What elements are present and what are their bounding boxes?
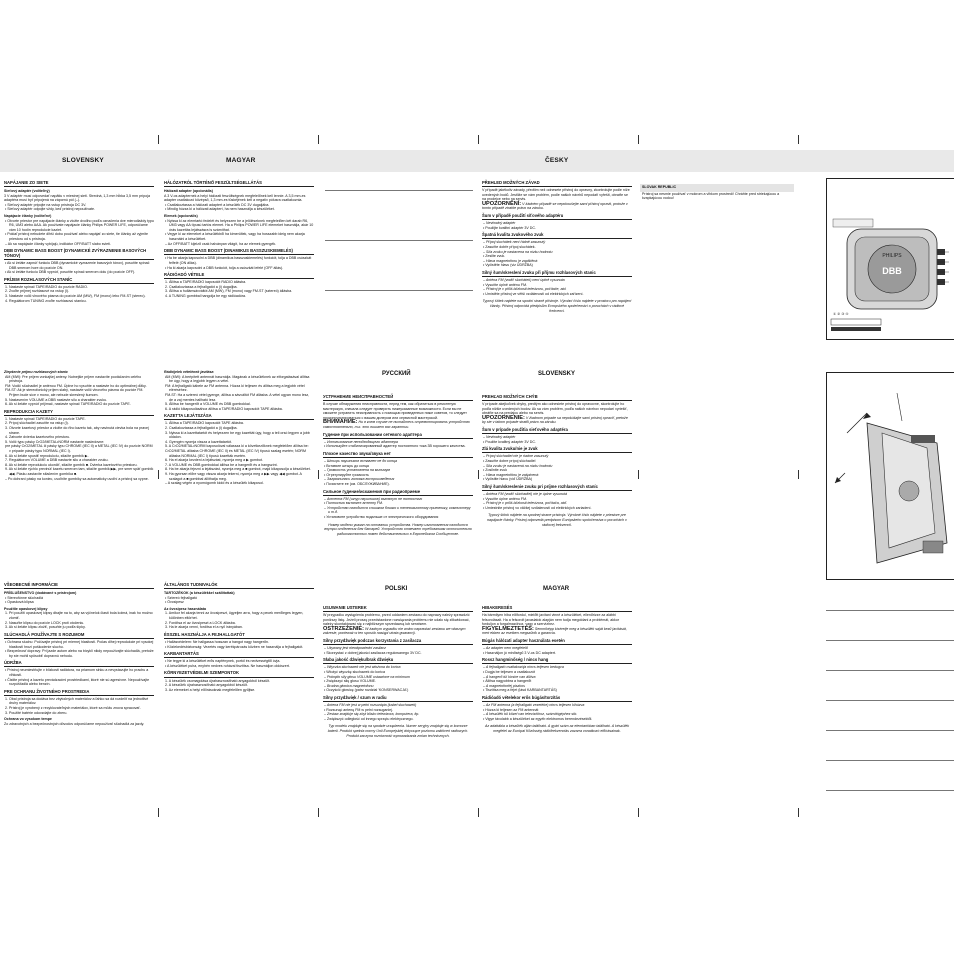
list-item: • Vyčistěte hlavu (viz ÚDRŽBA) — [483, 263, 533, 268]
warning-text: V žádném případě se nepokoušejte sami přístroj opravit, protože v tomto případě ztratíte právo na záruku. — [482, 201, 628, 211]
list-item: – Wtyczka słuchawek nie jest włożona do końca — [324, 665, 401, 670]
list-item: 7. A VOLUME és DBB gombokkal állítsa be a hangerőt és a hangszínt. — [165, 462, 278, 467]
list-item: • Húzza ki teljesen az FM antennát — [483, 707, 539, 712]
list-item: 3. Nyissa ki a kazettatartót és helyezzen be egy kazettát úgy, hogy a teli orsó legyen a jobb oldalon. — [165, 430, 310, 440]
blank-rule — [826, 730, 954, 731]
list-item: – Zwiększyć odległość od innego sprzętu elektrycznego. — [324, 716, 414, 721]
subsection-title: Ochrana vo vysokom tempe — [4, 717, 52, 722]
subsection-title: Sieťový adaptér (voliteľný) — [4, 189, 50, 194]
list-item: • Vysuňte úplně anténu FM. — [483, 282, 528, 287]
list-item: – Устройство находится слишком близко к телевизионному приемнику, компьютеру и т.д. — [324, 505, 471, 515]
section-title: SLOVAK REPUBLIC — [642, 185, 677, 189]
note: Typ modelu znajduje się na spodzie urządzenia. Numer seryjny znajduje się w komorze baterii. Produkt spełnia normy Unii Europejskiej dotyczące poziomu zakłóceń radiowych. Produkt zaczyna rozrówność wprowadzania zmian technicznych. — [327, 724, 469, 738]
list-item: • Vysuňte úplne anténu FM. — [483, 496, 528, 501]
section-title: KAZETTA LEJÁTSZÁSA — [164, 414, 314, 420]
list-item: CrO2/METAL állásba CHROME (IEC II) és METAL (IEC IV) típusú szalag esetén; NORM állásba NORMAL (IEC I) típusú kazetták esetén. — [165, 449, 306, 458]
list-item: • Zosilnite zvuk — [483, 468, 508, 473]
section-title: Špatná kvalita zvukového zvuk — [482, 233, 632, 239]
list-item: – Ak sa napájacie články vybíjajú, indikátor OFF/BATT slabo svieti. — [5, 241, 111, 246]
note: Номер модели указан на основании устройства. Номер изготовления находится внутри отделения для батарей. Устройство отвечает требованиям относительно радиочастотных помех действительных в Европейском Сообществе. — [324, 522, 472, 536]
fold-mark — [638, 808, 639, 817]
section-title: HIBAKERESÉS — [482, 606, 632, 612]
section-title: Zlá kvalita zvuku/nie je zvuk — [482, 447, 632, 453]
belt-clip-illustration — [827, 373, 954, 579]
list-item: • Hallásvédelem: Ne hallgassa hosszan a hangot nagy hangerőn. — [165, 639, 269, 644]
list-item: 4. A TUNING gombbal hangolja be egy rádióadóra. — [165, 293, 247, 298]
list-item: • Вставьте штырь до конца — [324, 463, 369, 468]
blank-rule — [325, 290, 473, 291]
list-item: 6. Ha el akarja kezdeni a lejátszást, nyomja meg a ▶ gombot. — [165, 458, 263, 463]
section-title: Сильное гудение/искажения при радиоприеме — [323, 490, 473, 496]
list-item: • Zasuňte dobře přípoj sluchátek. — [483, 245, 536, 250]
list-item: AM (MW): A beépített antennát használja. Magának a készüléknek az elforgatásával állítsa be úgy, hogy a legjobb legyen a vétel. — [165, 374, 310, 384]
column-russian — [323, 392, 473, 536]
section-title: KARBANTARTÁS — [164, 652, 314, 658]
header-polski: POLSKI — [385, 586, 408, 592]
list-item: • Pokiaľ prístroj nebudete dlhší dobu používať alebo napájať zo siete, tie články až vyjmite priestoru od s prístroja. — [5, 232, 149, 242]
warning-label: FIGYELMEZTETÉS: — [482, 625, 534, 632]
list-item: • Csatlakoztassa a hálózati adaptert a készülék DC 3V dugaljába. — [165, 202, 270, 207]
section-title: Słaba jakość dźwięku/brak dźwięku — [323, 658, 473, 664]
list-item: – Громкость установлена на минимум — [324, 468, 391, 473]
list-item: • Zwiększyć siłę głosu VOLUME. — [324, 679, 376, 684]
warning-label: UPOZORNĚNÍ: — [482, 200, 522, 207]
blank-rule — [826, 760, 954, 761]
list-item: 4. Regulátorom TUNING zvoľte rozhlasovú stanicu. — [5, 298, 87, 303]
list-item: • Skorzystać z dobrej jakości zasilacza regulowanego 3V DC. — [324, 650, 422, 655]
list-item: 1. Nastavte spínač TAPE/RADIO do pozície RADIO. — [5, 284, 88, 289]
list-item: 8. Ha be akarja fejezni a lejátszást, nyomja meg a ■ gombot, majd kikapcsolja a készüléket. — [165, 467, 311, 472]
list-item: 2. Nasuňte klipsu do pozície LOCK proti otočeniu. — [5, 620, 85, 625]
section-title: Silný šum/skreslení zvuku při příjmu rozhlasových stanic — [482, 271, 632, 277]
list-item: • Sieťový adaptér odpojte vždy, keď prístroj nepoužívate. — [5, 207, 96, 212]
list-item: • Vigye távolabb a készüléket az egyéb elektromos berendezésektől. — [483, 716, 593, 721]
column-magyar-mid — [164, 368, 314, 486]
list-item: 8. Ak si želáte reprodukciu ukončiť, stlačte gombík ■. Dvierka kazetového priestoru. — [5, 462, 138, 467]
list-item: 1. Pri použití opaskovej klipsy dbajte na to, aby sa výčnelok čiastí bola kolmá, inak ho možno zlomiť. — [5, 611, 153, 621]
section-title: Rossz hangminőség / nincs hang — [482, 658, 632, 664]
list-item: 6. A rádió kikapcsolásához állítsa a TAPE/RADIO kapcsolót TAPE állásba. — [165, 406, 283, 411]
fold-mark — [798, 808, 799, 817]
list-item: – Антенна FM (шнур наушников) вытянут не полностью — [324, 496, 423, 501]
list-item: – Nevhodný adaptér — [483, 221, 516, 226]
list-item: FM: Vodič slúchadiel je anténou FM. Úplne ho vysuňte a nastavte ho do optimálnej dĺžky. — [5, 383, 147, 388]
paragraph: A 3 V-os adapternek a helyi hálózati feszültségnek megfelelőnek kell lennie. A 3,5 mm-es adapter csatlakozó középső, 1,3 mm-es tüskéjének kell a negatív pólusra csatlakoznia. — [164, 193, 306, 203]
section-title: ÁLTALÁNOS TUDNIVALÓK — [164, 583, 314, 589]
list-item: • Nyissa ki az elemtartó fedelét és helyezzen be a jelöléseknek megfelelően két darab R6, UM3 vagy AA típusú tartós elemet. Ha a Philips POWER LIFE elemeket használja, akár 10 órás kazettás lejátszásra is számíthat. — [165, 218, 314, 232]
blank-rule — [325, 190, 473, 191]
list-item: 5. Volič typu pásky CrO2/METAL•NORM nastavte nasledovne: — [5, 439, 105, 444]
list-item: • Ak si želáte funkciu DBB vypnúť, posuňte spínač smerom dolu (do pozície OFF). — [5, 270, 136, 275]
warning-text: V žiadnom prípade sa nepokúšajte sami prístroj opraviť, pretože by ste v takom prípade stratili právo na záruku. — [482, 415, 628, 425]
header-magyar: MAGYAR — [226, 157, 256, 164]
list-item: • Dugja be teljesen a csatlakozót — [483, 670, 536, 675]
list-item: 5. A CrO2/METAL•NORM kapcsolóval válassza ki a következőknek megfelelően állítsa be: — [165, 444, 309, 449]
list-item: pre pásky CrO2/METAL či pásky typu CHROME (IEC II) a METAL (IEC IV) do pozície NORM v prípade pásky typu NORMAL (IEC I). — [5, 444, 153, 453]
list-item: • Rozsunąć antenę FM w pełni rozsuganiej. — [324, 707, 393, 712]
device-caption: ① ② ③ ④ — [833, 312, 849, 316]
fold-mark — [638, 470, 639, 479]
section-title: Búgás hálózati adapter használata esetén — [482, 639, 632, 645]
list-item: 9. Ha gyorsan előre vagy vissza akarja tekerni, nyomja meg a ▶▶ vagy ◀◀ gombot. A szalagot a ■ gombbal állíthatja meg. — [165, 471, 302, 481]
section-title: Rádióadó vételekor erős búgás/torzítás — [482, 696, 632, 702]
paragraph: Ha bármilyen hiba előfordul, mielőtt javítani vinné a készüléket, ellenőrizze az alábbi felsorolásait. Ha a felsorolt javaslatok alapján nem tudja megoldani a problémát, akkor forduljon a forgalmazóhoz, vagy a szervizhez. — [482, 613, 620, 627]
list-item: – Anténa FM (vodič slúchadiel) nie je úplne vysunutá — [483, 492, 567, 497]
device-logo: DBB — [882, 266, 902, 276]
list-item: – Загрязнилась головка воспроизведения — [324, 477, 395, 482]
header-slovensky-2: SLOVENSKY — [538, 371, 576, 377]
paragraph: В случае обнаружения неисправности, перед тем, как обратиться в ремонтную мастерскую, сначала следует проверить нижеуказанные возможности. Если вы не сможете устранить неисправность с помощью приведенных ниже советов, то следует проконсультироваться с вашим дилером или сервисной мастерской. — [323, 402, 467, 420]
list-item: • Tisztítsa meg a fejet (lásd KARBANTARTÁS) — [483, 688, 557, 693]
section-title: HÁLÓZATRÓL TÖRTÉNŐ FESZÜLTSÉGELLÁTÁS — [164, 181, 314, 187]
subsection-title: Napájacie články (voliteľné) — [4, 214, 52, 219]
list-item: 1. Obal prístroja sa dodáva bez zbytočných materiálov a ľahko sa dá rozdeliť na jednotlivé druhy materiálov. — [5, 696, 149, 706]
list-item: • Otvorte priestor pre napájacie články a vložte dvoliho podľa označenia dve mierodlaždy typu R6, UM3 alebo AAA. Ak používate napájacie články Philips POWER LIFE, odporúčame vám 10 hodín reprodukcie kaziet. — [5, 218, 154, 232]
list-item: – Hlava magnetofonu je zaplštěná — [483, 258, 538, 263]
section-title: NAPÁJANIE ZO SIETE — [4, 181, 154, 187]
list-item: – A szalag végén a nyomógomb kiold és a készülék kikapcsol. — [165, 481, 264, 486]
list-item: 6. Ak si želáte vypnúť prijímač, nastavte spínač TAPE/RADIO do pozície TAPE. — [5, 402, 131, 407]
fold-mark — [158, 808, 159, 817]
fold-mark — [318, 135, 319, 144]
subsection-title: Elemek (opcionális) — [164, 214, 198, 219]
list-item: • Sztereó fejhallgató — [165, 595, 198, 600]
list-item: 3. Nastavte volič vlnového pásma do pozície AM (MW), FM (mono) lebo FM-ST (stereo). — [5, 293, 146, 298]
column-polski — [323, 603, 473, 738]
note: Typový štítok nájdete na spodnej strane prístroja. Výrobné číslo nájdete v priestore pre napájacie články. Prístroj odpovedá predpisom Európskeho spoločenstva o poruchách v rádiovej frekvencii. — [487, 513, 627, 527]
fold-mark — [478, 808, 479, 817]
list-item: 2. Csatlakoztassa a fejhallgatót a (i) dugaljba. — [165, 284, 238, 289]
list-item: – Zestaw znajduje się zbyt blisko telewizora, komputera, itp. — [324, 712, 420, 717]
device-figure-bottom — [826, 372, 954, 580]
list-item: • Övcsipesz — [165, 600, 184, 605]
header-cesky: ČESKY — [545, 157, 569, 164]
paragraph: V prípade akejkoľvek chyby, predtým ako odnesiete prístroj do opravovne, skontrolujte ho podľa nižšie uvedených bodov. Ak sa vám problém, podľa našich návrhov nepodarí vyriešiť, obráťte sa na predajcu alebo na servis. — [482, 402, 628, 416]
device-figure-top — [826, 178, 954, 340]
note: Az adattábla a készülék alján található. A gyári szám az elemtartóban található. A készülék megfelel az Európai Közösség rádiófrekvenciás zavarra vonatkozó előírásainak. — [484, 724, 630, 734]
list-item: – A fejhallgató csatlakozója nincs teljesen bedugva — [483, 665, 564, 670]
note: Typový štítek najdete na spodní straně přístroje. Výrobní číslo najdete v prostoru pro napájecí články. Přístroj odpovídá předpisům Evropského společenství o poruchách v rádiové frekvenci. — [482, 299, 632, 313]
subsection-title: TARTOZÉKOK (a készülékkel szállítottak) — [164, 591, 235, 596]
list-item: – Brudna głowica magnetofonu — [324, 683, 374, 688]
list-item: • Ne tegye ki a készüléket erős napfénynek, portól és nedvességtől óvja. — [165, 659, 281, 664]
section-title: PREHĽAD MOŽNÝCH CHÝB — [482, 395, 632, 401]
fold-mark — [158, 135, 159, 144]
list-item: – Prístroj je v príliš blízkosti televízora, počítača, atď. — [483, 501, 567, 506]
column-slovensky-bottom — [4, 580, 154, 726]
section-title: Плохое качество звука/звука нет — [323, 452, 473, 458]
list-item: 3. Az elemeket a helyi előírásoknak megfelelően gyűjtse. — [165, 687, 256, 692]
list-item: 2. A készülék újrahasznosítható anyagokból készült. — [165, 683, 248, 688]
section-title: ÚDRŽBA — [4, 661, 154, 667]
fold-mark — [478, 470, 479, 479]
section-title: KÖRNYEZETVÉDELMI SZEMPONTOK — [164, 671, 314, 677]
list-item: – Po dohraní pásky na koniec, uvoľnite gombíky sa automaticky uvoľní a prístroj sa vypne. — [5, 476, 149, 481]
section-title: Šum v případě použití síťového adaptéru — [482, 214, 632, 220]
column-slovak-republic — [642, 183, 792, 201]
blank-rule — [325, 240, 473, 241]
list-item: 6. Ak si želáte spustiť reprodukciu, stlačte gombík ▶. — [5, 453, 89, 458]
list-item: • Полностью вытяните антенну FM. — [324, 501, 384, 506]
list-item: – Přístroj je v příliš blízkosti televizoru, počítače, atd. — [483, 287, 567, 292]
list-item: 2. Prístroj je vyrobený z recyklovateľných materiálov, ktoré sa môžu znova spracovať. — [5, 706, 141, 711]
paragraph: V případě jakékoliv závady, předtím než odnesete přístroj do opravny, zkontrolujte podle níže uvedených bodů. Jestliže se vám problém, podle našich návrhů nepodaří vyřešit, obraťte se na prodejce nebo na servis. — [482, 188, 630, 202]
warning-label: OSTRZEŻENIE: — [323, 625, 365, 632]
list-item: 2. Prípoj slúchadiel zasuňte na vstup (i). — [5, 421, 69, 426]
list-item: – Использование неподходящего адаптера — [324, 439, 398, 444]
list-item: FM-ST: Ak je stereofonický príjem slabý, nastavte volič vlnového pásma do pozície FM. Príjem bude síce v mono, ale nebude skreslený šumom. — [5, 388, 144, 397]
list-item: • A készüléket puha, enyhén nedves ruhával tisztítsa. Ne használjon oldószert. — [165, 663, 290, 668]
section-title: УСТРАНЕНИЕ НЕИСПРАВНОСТЕЙ — [323, 395, 473, 401]
column-slovensky-2 — [482, 392, 632, 527]
section-title: SLÚCHADLÁ POUŽÍVAJTE S ROZUMOM — [4, 633, 154, 639]
header-magyar-2: MAGYAR — [543, 586, 570, 592]
blank-rule — [826, 640, 954, 641]
paragraph: Prístroj sa nesmie používať v mokrom a vlhkom prostredí! Chráňte pred striekajúcou a kvapkajúcou vodou! — [642, 191, 780, 201]
list-item: • Ochrana sluchu: Počúvajte prístroj pri miernej hlasitosti. Počas dlhej reprodukcie pri vysokej hlasitosti hrozí poškodenie sluchu. — [5, 639, 154, 649]
section-title: USUWANIE USTEREK — [323, 606, 473, 612]
paragraph: Zo zdravotných a bezpečnostných dôvodov odporúčame nepoužívať slúchadlá za jazdy. — [4, 721, 145, 726]
list-item: – Pokrętło siły głosu VOLUME ustawione na minimum — [324, 674, 410, 679]
list-item: 3. Ha le akarja venni, fordítsa el a nyíl irányában. — [165, 625, 243, 630]
list-item: • Отрегулируйте громкость — [324, 472, 369, 477]
list-item: – Prípoj slúchadiel nie je riadne zasunutý — [483, 454, 549, 459]
list-item: – Штырь наушников вставлен не до конца — [324, 459, 398, 464]
list-item: – Az OFF/BATT kijelző csak halványan világít, ha az elemek gyengék. — [165, 241, 277, 246]
column-magyar-top — [164, 178, 314, 299]
list-item: – Używany jest nieodpowiedni zasilacz — [324, 646, 386, 651]
section-title: REPRODUKCIA KAZETY — [4, 410, 154, 416]
list-item: – Sila zvuku je nastavená na nízku hodnotu — [483, 463, 553, 468]
list-item: • Mindig húzza ki a hálózati adaptert, ha nem használja a készüléket. — [165, 207, 275, 212]
subsection-title: Hálózati adapter (opcionális) — [164, 189, 213, 194]
paragraph: 3 V adaptér musí odpovedať napätiu v miestnej sieti. Stredná, 1,3 mm hĺbka 3,5 mm prípoja adaptéra musí byť pripojená na zápornú pól (–). — [4, 193, 150, 203]
list-item: – Síla zvuku je nastavena na nízku hodnotu — [483, 249, 553, 254]
section-title: PŘEHLED MOŽNÝCH ZÁVAD — [482, 181, 632, 187]
blank-rule — [826, 610, 954, 611]
list-item: • Stereofónne slúchadlá — [5, 595, 44, 600]
list-item: • Почистите ее (см. ОБСЛУЖИВАНИЕ). — [324, 482, 390, 486]
section-title: VŠEOBECNÉ INFORMÁCIE — [4, 583, 154, 589]
list-item: • Oczyścić głowicę (patrz rozdział 'KONSERWACJA') — [324, 688, 409, 693]
blank-rule — [826, 670, 954, 671]
list-item: – Nevhodný adaptér — [483, 435, 516, 440]
list-item: AM (MW): Pre príjem vonkajšej anteny. Nutnejšie príjem nastavíte pootáčaním celého prístroja. — [5, 374, 142, 384]
subsection-title: Použitie opaskovej klipsy — [4, 606, 48, 611]
section-title: DBB DYNAMIC BASS BOOST (DINAMIKUS BASSZUSKIEMELÉS) — [164, 249, 314, 255]
list-item: FM: A fejhallgató kábele az FM antenna. Húzza ki teljesen és állítsa meg a legjobb vétel eléréséhez. — [165, 383, 305, 393]
list-item: • Włożyć wtyczkę słuchawek do końca — [324, 670, 385, 675]
list-item: • Ha ki akarja kapcsolni a DBB funkciót, tolja a csúszkát lefelé (OFF állás). — [165, 265, 284, 270]
header-russian: РУССКИЙ — [382, 371, 411, 377]
header-band — [0, 150, 954, 172]
list-item: • Közlekedésbiztonság: Vezetés vagy kerékpározás közben ne használja a fejhallgatót. — [165, 644, 304, 649]
list-item: – Az adapter nem megfelelő — [483, 646, 528, 651]
device-brand: PHILIPS — [882, 253, 902, 259]
list-item: – Anténa FM (vodič sluchátek) není úplně vysunuta — [483, 278, 565, 283]
warning-text: W żadnym wypadku nie wolno naprawiać zestawu we własnym zakresie, ponieważ w ten sposób nastąpi utrata gwarancji. — [323, 626, 466, 636]
list-item: – Antena FM nie jest w pełni rozsunięta (kabel słuchawek) — [324, 703, 417, 708]
list-item: • Állítsa nagyobbra a hangerőt — [483, 679, 532, 684]
subsection-title: Zlepšenie príjmu rozhlasových staníc — [4, 370, 68, 374]
list-item: 3. Ak si želáte klipsu zložiť, posuňte ju podľa šípky. — [5, 625, 86, 630]
warning-label: UPOZORNENIE: — [482, 414, 525, 421]
column-slovensky-mid — [4, 368, 154, 481]
list-item: • Umístěte přístroj ve větší vzdálenosti od elektrických zařízení. — [483, 291, 584, 296]
fold-mark — [318, 808, 319, 817]
warning-text: Semmiképp kísérelje meg a készülék saját kezű javítását, mert ebben az esetben megszűnik a garancia. — [482, 626, 627, 636]
list-item: • Zesilte zvuk. — [483, 254, 506, 259]
section-title: DBB DYNAMIC BASS BOOST (DYNAMICKÉ ZVÝRAZNENIE BASOVÝCH TÓNOV) — [4, 249, 154, 260]
subsection-title: Rádiójelek vételének javítása — [164, 370, 214, 374]
list-item: • Установите устройство подальше от электрического оборудования — [324, 515, 439, 520]
list-item: 2. Csatlakoztassa a fejhallgatót a (i) dugaljba. — [165, 426, 238, 431]
fold-mark — [158, 470, 159, 479]
fold-mark — [318, 470, 319, 479]
list-item: – Přípoj sluchátek není řádně zasunutý — [483, 240, 546, 245]
fold-mark — [798, 135, 799, 144]
section-title: Silny przydźwięk / szum w radiu — [323, 696, 473, 702]
list-item: FM-ST: Ha a sztereó vétel gyenge, állítsa a sávváltót FM állásba. A vétel ugyan mono lesz, de a zaj mentes hallható lesz. — [165, 392, 310, 402]
list-item: • Используйте стабилизированный адаптер постоянного тока 3В хорошего качества. — [324, 444, 466, 449]
list-item: 4. Gyengén nyomja vissza a kazettatartót. — [165, 439, 232, 444]
list-item: 5. Nastavením VOLUME a DBB nastavte silu a charakter zvuku. — [5, 397, 108, 402]
column-cesky — [482, 178, 632, 313]
list-item: • Zasuňte dobre prípoj slúchadiel — [483, 459, 536, 464]
section-title: ÉSSZEL HASZNÁLJA A FEJHALLGATÓT — [164, 633, 314, 639]
list-item: 1. A készülék csomagolása újrahasznosítható anyagokból készült. — [165, 678, 271, 683]
list-item: 1. Nastavte spínač TAPE/RADIO do pozície TAPE. — [5, 416, 86, 421]
list-item: • Használjon jó minőségű 3 V-os DC adaptert. — [483, 650, 556, 655]
fold-mark — [638, 135, 639, 144]
list-item: – A magnetofonfej piszkos — [483, 683, 525, 688]
warning-text: Ни в коем случае не пытайтесь отремонтировать устройство самостоятельно, т.к. это лишает вас гарантии. — [323, 420, 470, 430]
blank-rule — [826, 700, 954, 701]
list-item: 1. Állítsa a TAPE/RADIO kapcsolót RADIO állásba. — [165, 280, 247, 285]
list-item: 2. Fordítsa el az övcsipeszt a LOCK állásba. — [165, 620, 236, 625]
section-title: Silný šum/skreslenie zvuku pri príjme rozhlasových staníc — [482, 485, 632, 491]
subsection-title: PRÍSLUŠENSTVO (dodávané s prístrojom) — [4, 591, 77, 596]
warning-label: ВНИМАНИЕ: — [323, 419, 358, 426]
list-item: 3. Použité batérie odovzdajte do zberu. — [5, 710, 68, 715]
list-item: • Ha be akarja kapcsolni a DBB (dinamikus basszuskiemelés) funkciót, tolja a DBB csúszkát felfelé (ON állás). — [165, 256, 312, 265]
list-item: – Hlava magnetofónu je zašpinená — [483, 472, 539, 477]
fold-mark — [798, 470, 799, 479]
paragraph: W przypadku wystąpienia problemu, przed oddaniem zestawu do naprawy należy sprawdzić poniższy listę. Jeżeli proszę przedstawione rozwiązania problemu nie udało się zlikwidować, należy skontaktować się z najbliższym sprzedawcą lub serwisem. — [323, 613, 470, 627]
list-item: • Prístroj neumiestňujte v blízkosti radiátora, na priamom slnku a nevystavujte ho prachu a vlhkosti. — [5, 668, 149, 677]
section-title: RÁDIÓADÓ VÉTELE — [164, 273, 314, 279]
list-item: 3. Állítsa a hullámsávváltót AM (MW), FM (mono) vagy FM-ST (sztereó) állásba. — [165, 289, 293, 294]
list-item: 1. Amikor fel akarja tenni az övcsipeszt, ügyeljen arra, hogy a pecek merőleges legyen, különben eltörhet. — [165, 611, 304, 621]
list-item: • Použite kvalitný adaptér 3V DC. — [483, 439, 536, 444]
header-slovensky: SLOVENSKY — [62, 157, 104, 164]
column-magyar-bottom — [164, 580, 314, 692]
list-item: • Bezpečnosť dopravy: Pri jazde autom alebo na bicykli nikdy nepoužívajte slúchadlá, pretože by ste mohli spôsobiť dopravnú nehodu. — [5, 649, 154, 658]
list-item: 4. Zatvorte dvierka kazetového priestoru. — [5, 435, 71, 440]
list-item: • Sieťový adaptér pripojte na vstup prístroja DC 3V. — [5, 202, 87, 207]
list-item: – A készülék túl közel van televízióhoz, számítógéphez stb. — [483, 712, 578, 717]
list-item: 9. Ak si želáte rýchlo previnúť kazetu smerom tam, stlačte gombík ▶▶, pre smer späť gombík ◀◀. Pásku zastavíte stlačením gombíka ■. — [5, 467, 154, 476]
list-item: 2. Zvoľte príjmej rozhlasové na vstup (i). — [5, 289, 69, 294]
blank-rule — [826, 790, 954, 791]
list-item: – A hangerő túl kicsire van állítva — [483, 674, 536, 679]
column-magyar-2 — [482, 603, 632, 734]
section-title: Šum v prípade použitia sieťového adaptéra — [482, 428, 632, 434]
list-item: • Čistite prístroj a kazetu prevádzacími prostriedkami, ktoré nie sú agresívne. Nepoužívajte rozpúšťadlá alebo benzín. — [5, 677, 150, 687]
section-title: Гудение при использовании сетевого адаптера — [323, 433, 473, 439]
section-title: PRE OCHRANU ŽIVOTNÉHO PROSTREDIA — [4, 690, 154, 696]
list-item: – Az FM antenna (a fejhallgató vezetéke) nincs teljesen kihúzva — [483, 703, 585, 708]
list-item: 1. Állítsa a TAPE/RADIO kapcsolót TAPE állásba. — [165, 421, 244, 426]
list-item: • Umiestnite prístroj vo väčšej vzdialenosti od elektrických zariadení. — [483, 505, 592, 510]
subsection-title: Az övcsipesz használata — [164, 606, 206, 611]
list-item: • Ak si želáte zapnúť funkciu DBB (dynamické vyzrazenie basových tónov), posuňte spínač DBB smerom hore do pozície ON. — [5, 260, 150, 270]
list-item: • Vyčistite hlavu (viď ÚDRŽBA) — [483, 477, 533, 482]
cassette-player-illustration — [827, 179, 954, 339]
section-title: Silny przydźwięk podczas korzystania z zasilacza — [323, 639, 473, 645]
list-item: 3. Otvorte kazetový priestor a vložte do ňho kazetu tak, aby navinutá cievka bola na pravej strane. — [5, 426, 149, 435]
section-title: PRÍJEM ROZHLASOVÝCH STANÍC — [4, 278, 154, 284]
list-item: 7. Regulátorom VOLUME a DBB nastavte silu a charakter zvuku. — [5, 458, 109, 463]
list-item: 5. Állítsa be hangerőt a VOLUME és DBB gombokkal. — [165, 402, 251, 407]
column-slovensky-top — [4, 178, 154, 303]
fold-mark — [478, 135, 479, 144]
list-item: • Použijte kvalitní adaptér 3V DC. — [483, 225, 536, 230]
list-item: • Vegye ki az elemeket a készülékből ha kimerültek, vagy ha hosszabb ideig nem akarja használni a készüléket. — [165, 232, 305, 242]
list-item: • Opasková klipsa — [5, 600, 34, 605]
